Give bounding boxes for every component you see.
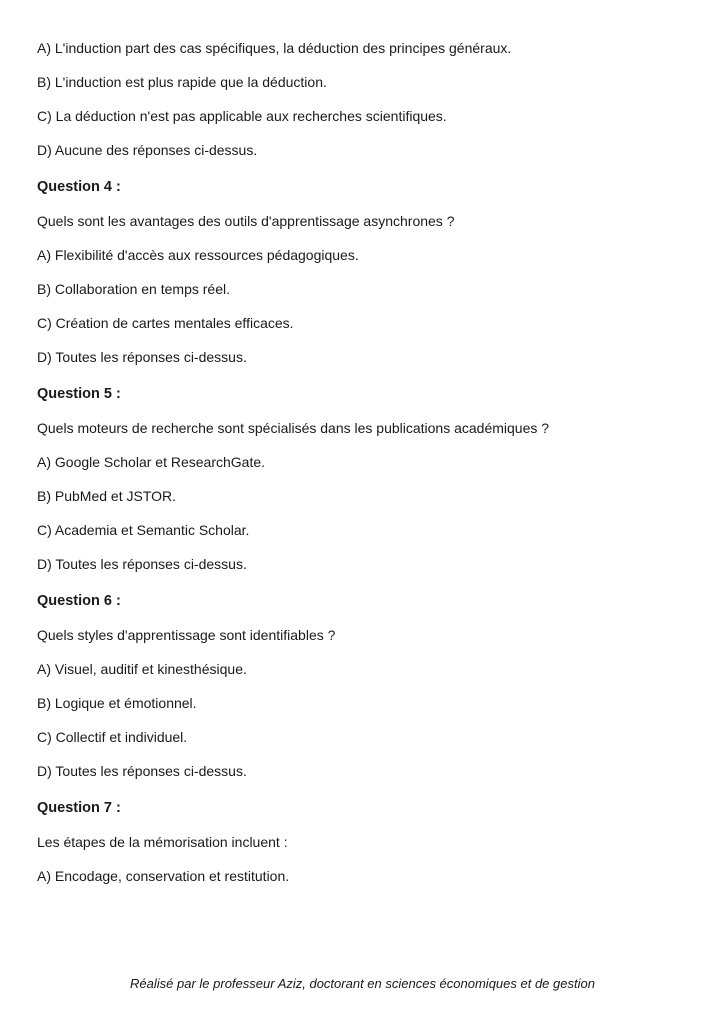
question-heading: Question 7 : (37, 800, 121, 816)
answer-option: A) Encodage, conservation et restitution. (37, 868, 290, 884)
answer-option: C) La déduction n'est pas applicable aux recherches scientifiques. (37, 108, 447, 124)
question-heading: Question 5 : (37, 386, 121, 402)
answer-option: C) Academia et Semantic Scholar. (37, 522, 250, 538)
answer-option: C) Collectif et individuel. (37, 729, 188, 745)
answer-option: D) Toutes les réponses ci-dessus. (37, 349, 247, 365)
answer-option: B) Collaboration en temps réel. (37, 281, 230, 297)
answer-option: A) Google Scholar et ResearchGate. (37, 454, 266, 470)
quiz-content (37, 40, 695, 902)
answer-option: A) L'induction part des cas spécifiques, la déduction des principes généraux. (37, 40, 512, 56)
page-footer: Réalisé par le professeur Aziz, doctorant en sciences économiques et de gestion (130, 976, 595, 991)
answer-option: B) L'induction est plus rapide que la déduction. (37, 74, 327, 90)
answer-option: D) Toutes les réponses ci-dessus. (37, 763, 247, 779)
question-text: Quels sont les avantages des outils d'apprentissage asynchrones ? (37, 213, 455, 229)
question-text: Quels styles d'apprentissage sont identifiables ? (37, 627, 336, 643)
question-text: Les étapes de la mémorisation incluent : (37, 834, 288, 850)
answer-option: A) Visuel, auditif et kinesthésique. (37, 661, 247, 677)
question-heading: Question 6 : (37, 593, 121, 609)
answer-option: B) Logique et émotionnel. (37, 695, 197, 711)
answer-option: D) Toutes les réponses ci-dessus. (37, 556, 247, 572)
answer-option: D) Aucune des réponses ci-dessus. (37, 142, 258, 158)
question-heading: Question 4 : (37, 179, 121, 195)
answer-option: B) PubMed et JSTOR. (37, 488, 177, 504)
answer-option: A) Flexibilité d'accès aux ressources pédagogiques. (37, 247, 359, 263)
question-text: Quels moteurs de recherche sont spécialisés dans les publications académiques ? (37, 420, 550, 436)
answer-option: C) Création de cartes mentales efficaces. (37, 315, 294, 331)
